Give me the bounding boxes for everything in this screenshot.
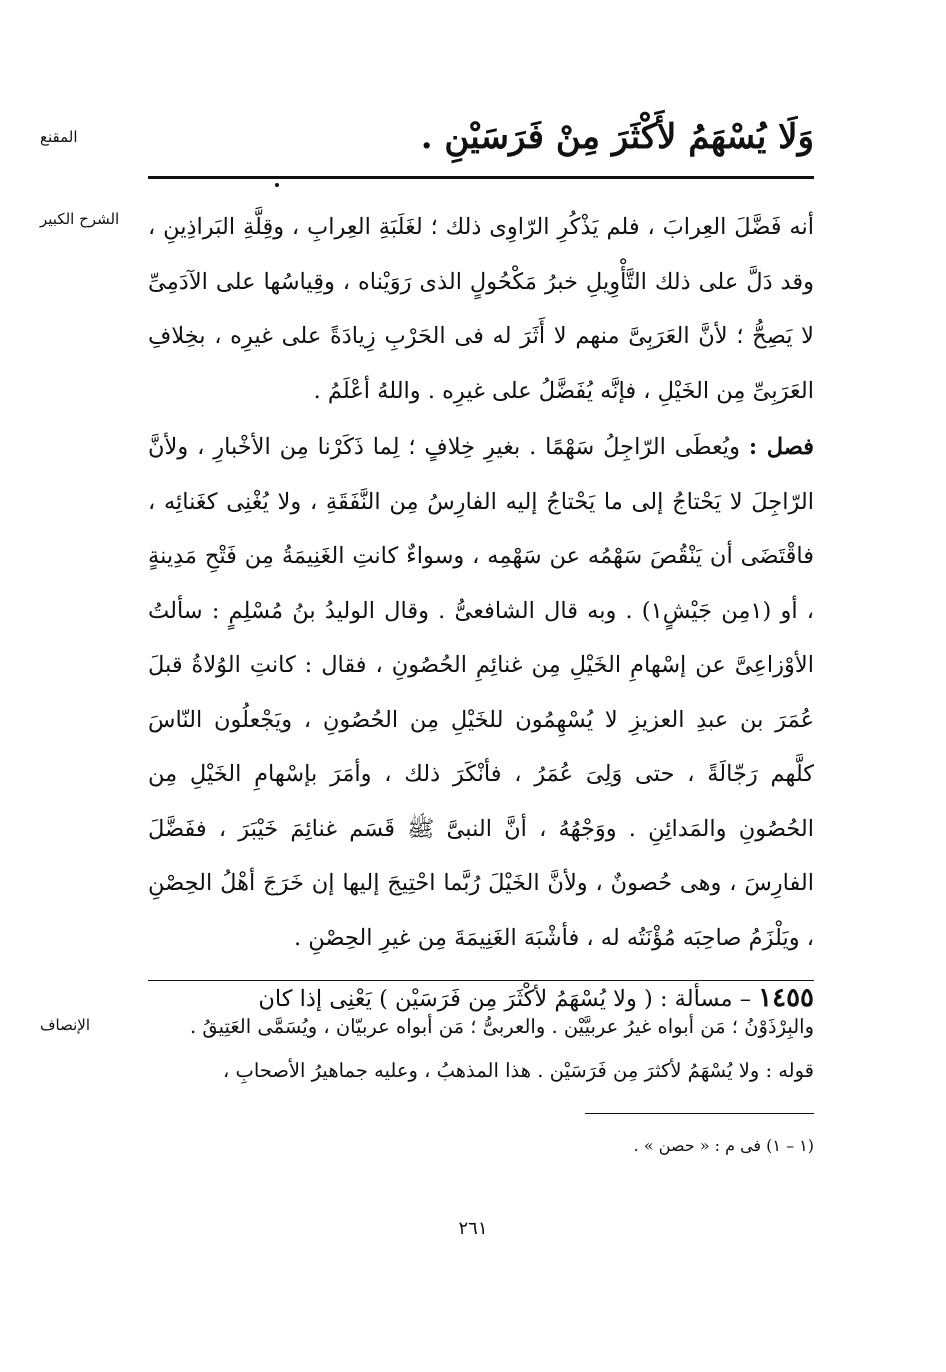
footnote-divider bbox=[585, 1113, 814, 1114]
fasl-label: فصل : bbox=[748, 434, 814, 460]
side-label-insaf: الإنصاف bbox=[40, 1016, 91, 1034]
insaf-section bbox=[148, 1005, 814, 1093]
side-label-sharh: الشرح الكبير bbox=[40, 210, 120, 228]
sharh-paragraph-1: أنه فَضَّلَ العِرابَ ، فلم يَذْكُرِ الرّاوِى ذلك ؛ لغَلَبَةِ العِرابِ ، وقِلَّةِ البَراذِينِ ، وقد دَلَّ على ذلك التَّأْوِيلِ خبرُ مَكْحُولٍ الذى رَوَيْناه ، وقِياسُها على الآدَمِىِّ لا يَصِحُّ ؛ لأنَّ العَرَبِىَّ منهم لا أَثَرَ له فى الحَرْبِ زِيادَةً على غيرِه ، بخِلافِ العَرَبِىِّ مِن الخَيْلِ ، فإنَّه يُفَضَّلُ على غيرِه . واللهُ أعْلَمُ . bbox=[148, 214, 814, 404]
header-divider bbox=[148, 176, 814, 179]
footnote: (١ – ١) فى م : « حصن » . bbox=[633, 1136, 814, 1155]
insaf-divider bbox=[148, 980, 814, 981]
sharh-paragraph-2 bbox=[148, 420, 814, 965]
masala-number: ١٤٥٥ bbox=[758, 983, 814, 1013]
sharh-section bbox=[148, 200, 814, 1027]
masala-text: – مسألة : ( ولا يُسْهَمُ لأكْثَرَ مِن فَرَسَيْن ) يَعْنِى إذا كان bbox=[258, 986, 751, 1012]
muqni-text: وَلَا يُسْهَمُ لأَكْثَرَ مِنْ فَرَسَيْنِ . bbox=[420, 117, 814, 157]
side-label-muqni: المقنع bbox=[40, 128, 78, 146]
divider-dot bbox=[275, 183, 279, 187]
insaf-line-1: والبِرْذَوْنُ ؛ مَن أبواه غيرُ عربيَّيْن . والعربىُّ ؛ مَن أبواه عربيّان ، ويُسَمَّى العَتِيقُ . bbox=[189, 1015, 814, 1038]
fasl-text: ويُعطَى الرّاجِلُ سَهْمًا . بغيرِ خِلافٍ ؛ لِما ذَكَرْنا مِن الأخْبارِ ، ولأنَّ الرّاجِلَ لا يَحْتاجُ إلى ما يَحْتاجُ إليه الفارِسُ مِن النَّفَقَةِ ، ولا يُغْنِى كغَنائِه ، فاقْتَضَى أن يَنْقُصَ سَهْمُه عن سَهْمِه ، وسواءٌ كانتِ الغَنِيمَةُ مِن فَتْحِ مَدِينةٍ ، أو (١مِن جَيْشٍ١) . وبه قال الشافعىُّ . وقال الوليدُ بنُ مُسْلِمٍ : سألتُ الأوْزاعِىَّ عن إسْهامِ الخَيْلِ مِن غنائِمِ الحُصُونِ ، فقال : كانتِ الوُلاةُ قبلَ عُمَرَ بن عبدِ العزيزِ لا يُسْهِمُون للخَيْلِ مِن الحُصُونِ ، ويَجْعلُون النّاسَ كلَّهم رَجّالَةً ، حتى وَلِىَ عُمَرُ ، فأنْكَرَ ذلك ، وأمَرَ بإسْهامِ الخَيْلِ مِن الحُصُونِ والمَدائِنِ . ووَجْهُهُ ، أنَّ النبىَّ ﷺ قَسَم غنائِمَ خَيْبَرَ ، ففَضَّلَ الفارِسَ ، وهى حُصونٌ ، ولأنَّ الخَيْلَ رُبَّما احْتِيجَ إليها إن خَرَجَ أهْلُ الحِصْنِ ، ويَلْزَمُ صاحِبَه مُؤْنَتُه له ، فأشْبَهَ الغَنِيمَةَ مِن غيرِ الحِصْنِ . bbox=[148, 434, 814, 951]
insaf-line-2: قوله : ولا يُسْهَمُ لأكثرَ مِن فَرَسَيْن . هذا المذهبُ ، وعليه جماهيرُ الأصحابِ ، bbox=[223, 1059, 814, 1082]
page-number: ٢٦١ bbox=[458, 1218, 488, 1239]
